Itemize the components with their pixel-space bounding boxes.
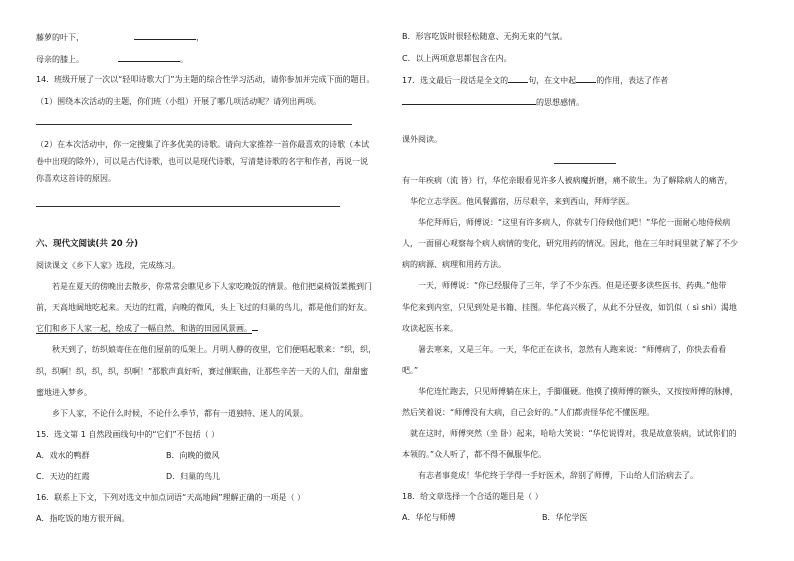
section-6-heading: 六、现代文阅读(共 20 分) (36, 239, 139, 249)
q17-text-c: 的作用，表达了作者 (596, 76, 669, 85)
q15-option-b[interactable]: B．向晚的微风 (166, 451, 220, 460)
q16-option-c[interactable]: C．以上两项意思都包含在内。 (402, 54, 512, 63)
question-17-line-2 (402, 96, 584, 108)
reading-intro: 阅读课文《乡下人家》选段，完成练习。 (36, 261, 180, 270)
story-p4-line-2: 吧。” (402, 366, 419, 375)
question-14: 14．班级开展了一次以“轻叩诗歌大门”为主题的综合性学习活动，请你参加并完成下面的题目。 (36, 75, 375, 84)
passage-p2-line-2: 织，织啊！织，织，织，织啊！”那歌声真好听，赛过催眠曲，让那些辛苦一天的人们，甜甜蜜 (36, 367, 369, 376)
poem-line-1 (36, 31, 204, 43)
story-p2-line-2: 人，一面留心观察每个病人病情的变化，研究用药的情况。因此，他在三年时间里就了解了不少 (402, 239, 738, 248)
passage-p3: 乡下人家，不论什么时候，不论什么季节，都有一道独特、迷人的风景。 (52, 409, 308, 418)
poem-line-2-punct: 。 (180, 55, 188, 64)
q18-option-a[interactable]: A．华佗与师傅 (402, 513, 456, 522)
title-blank[interactable] (554, 163, 616, 164)
q17-blank-3[interactable] (402, 96, 536, 105)
story-p5-line-2: 然后笑着说：“师傅没有大病，自己会好的。”人们都责怪华佗不懂医理。 (402, 408, 655, 417)
poem-blank-2[interactable] (118, 53, 180, 62)
question-14-2-line-2: 卷中出现的除外），可以是古代诗歌，也可以是现代诗歌，写清楚诗歌的名字和作者，再说一说 (36, 157, 368, 166)
passage-p2-line-1: 秋天到了，纺织娘寄住在他们屋前的瓜架上。月明人静的夜里，它们便唱起歌来：“织，织， (52, 345, 377, 354)
answer-line-14-1[interactable] (36, 124, 352, 125)
q18-option-b[interactable]: B．华佗学医 (542, 513, 588, 522)
passage-p1-line-1: 若是在夏天的傍晚出去散步，你常常会瞧见乡下人家吃晚饭的情景。他们把桌椅饭菜搬到门 (52, 282, 372, 291)
poem-line-1-text: 藤萝的叶下， (36, 33, 84, 42)
q17-text-b: 句，在文中起 (528, 76, 577, 85)
story-p2-line-1: 华佗拜师后，师傅说：“这里有许多病人，你就专门侍候他们吧！”华佗一面耐心地侍候病 (418, 218, 731, 227)
answer-line-14-2[interactable] (36, 206, 340, 207)
story-p1-line-2: 华佗立志学医。他风餐露宿，历尽艰辛，来到西山，拜师学医。 (410, 197, 634, 206)
question-14-2-line-3: 你喜欢这首诗的原因。 (36, 174, 116, 183)
poem-line-2 (36, 53, 188, 65)
q17-blank-2[interactable] (576, 74, 596, 83)
passage-p1-line-3 (36, 323, 258, 334)
poem-line-1-punct: ， (196, 33, 204, 42)
story-p3-line-2: 华佗来到内室，只见到处是书籍、挂图。华佗高兴极了，从此不分昼夜，如饥似（ sì shì）渴地 (402, 303, 737, 312)
story-p7: 有志者事竟成！华佗终于学得一手好医术，辞别了师傅，下山给人们治病去了。 (418, 471, 698, 480)
story-p1-line-1: 有一年疾病（流 皆）行，华佗亲眼看见许多人被病魔折磨，痛不欲生。为了解除病人的痛苦， (402, 176, 733, 185)
q15-option-c[interactable]: C．天边的红霞 (36, 472, 90, 481)
poem-line-2-text: 母亲的膝上。 (36, 55, 84, 64)
q15-option-a[interactable]: A．戏水的鸭群 (36, 451, 90, 460)
story-p3-line-3: 攻读起医书来。 (402, 324, 458, 333)
question-14-1: （1）围绕本次活动的主题，你们班（小组）开展了哪几项活动呢？请列出两项。 (36, 97, 322, 106)
passage-p1-line-2: 前，天高地阔地吃起来。天边的红霞，向晚的微风，头上飞过的归巢的鸟儿，都是他们的好友。 (36, 303, 372, 312)
question-14-2-line-1: （2）在本次活动中，你一定搜集了许多优美的诗歌。请向大家推荐一首你最喜欢的诗歌（本试 (36, 140, 370, 149)
q15-option-d[interactable]: D．归巢的鸟儿 (166, 472, 221, 481)
q16-option-a[interactable]: A．指吃饭的地方很开阔。 (36, 514, 130, 523)
story-p4-line-1: 暑去寒来，又是三年。一天，华佗正在读书，忽然有人跑来说：“师傅病了，你快去看看 (418, 345, 727, 354)
poem-blank-1[interactable] (134, 31, 196, 40)
story-p6-line-2: 本领的。”众人听了，都不得不佩服华佗。 (402, 450, 547, 459)
extra-reading-heading: 课外阅读。 (402, 135, 442, 144)
story-p2-line-3: 病的病源、病理和用药方法。 (402, 260, 506, 269)
question-18: 18．给文章选择一个合适的题目是（ ） (402, 492, 543, 501)
underlined-sentence: 它们和乡下人家一起，绘成了一幅自然、和谐的田园风景画。 (36, 324, 252, 333)
story-p6-line-1: 就在这时，师傅突然（坐 卧）起来，哈哈大笑说：“华佗说得对，我是故意装病，试试你们的 (410, 429, 737, 438)
passage-p2-line-3: 蜜地进入梦乡。 (36, 388, 92, 397)
q17-blank-1[interactable] (508, 74, 528, 83)
question-15: 15．选文第 1 自然段画线句中的“它们”不包括（ ） (36, 430, 220, 439)
q17-text-d: 的思想感情。 (536, 98, 584, 107)
story-p5-line-1: 华佗连忙跑去，只见师傅躺在床上，手脚僵硬。他摸了摸师傅的额头，又按按师傅的脉搏， (418, 387, 738, 396)
q16-option-b[interactable]: B．形容吃饭时很轻松随意、无拘无束的气氛。 (402, 32, 568, 41)
q17-text-a: 17．选文最后一段话是全文的 (402, 76, 509, 85)
question-16: 16．联系上下文，下列对选文中加点词语“天高地阔”理解正确的一项是（ ） (36, 493, 306, 502)
story-p3-line-1: 一天，师傅说：“你已经服侍了三年，学了不少东西。但是还要多读些医书、药典。”他带 (418, 281, 727, 290)
question-17 (402, 74, 668, 86)
